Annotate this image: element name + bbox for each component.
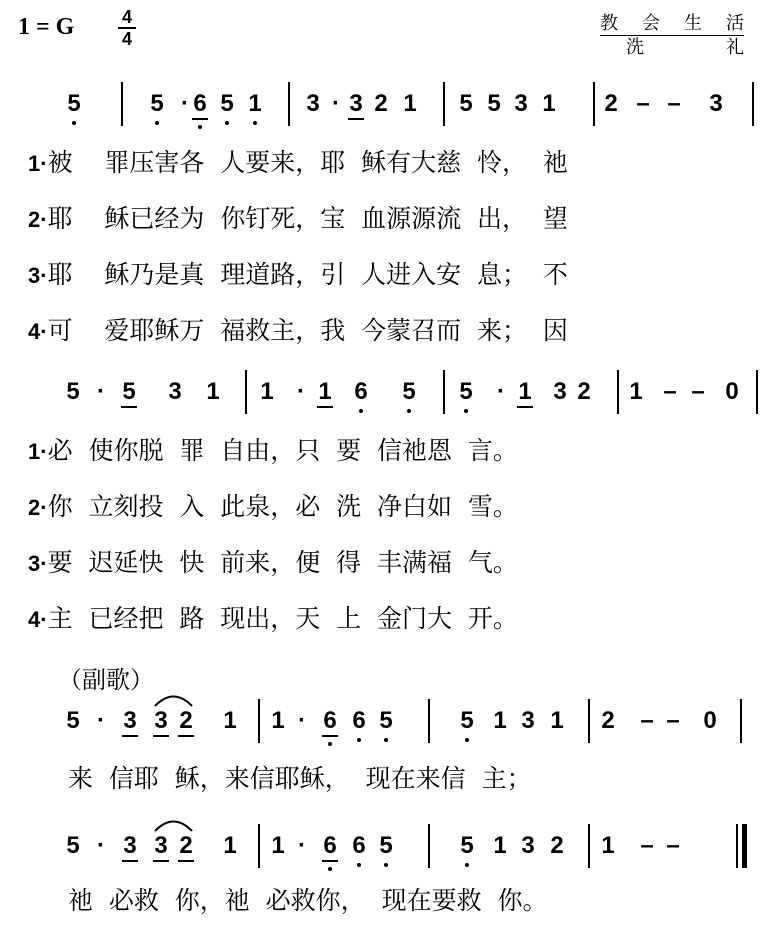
verse-block-b xyxy=(28,436,518,660)
verse-line: 1·被 罪压害各 人要来，耶 稣有大慈 怜， 祂 xyxy=(28,148,568,177)
chorus-lyric-line-2: 祂 必救 你，祂 必救你， 现在要救 你。 xyxy=(68,886,548,915)
source-credit xyxy=(600,12,744,59)
bar-line xyxy=(428,824,430,868)
note: 2 xyxy=(178,707,194,737)
bar-line xyxy=(428,699,430,743)
octave-dot-below xyxy=(407,409,411,413)
rhythm-dot: · xyxy=(181,90,189,117)
note: 1 xyxy=(317,378,333,408)
octave-dot-below xyxy=(198,125,202,129)
note: 3 xyxy=(153,707,169,737)
extension-dash: – xyxy=(666,832,680,859)
note: 5 xyxy=(66,832,80,859)
note: 6 xyxy=(322,832,338,862)
rhythm-dot: · xyxy=(97,832,105,859)
note: 3 xyxy=(306,90,320,117)
extension-dash: – xyxy=(666,707,680,734)
note: 5 xyxy=(379,832,393,859)
verse-line: 2·你 立刻投 入 此泉，必 洗 净白如 雪。 xyxy=(28,492,518,521)
slur-arc xyxy=(153,818,194,832)
verse-line: 3·耶 稣乃是真 理道路，引 人进入安 息； 不 xyxy=(28,260,568,289)
note: 1 xyxy=(493,707,507,734)
note: 1 xyxy=(601,832,615,859)
note: 2 xyxy=(178,832,194,862)
octave-dot-below xyxy=(328,867,332,871)
source-title: 教 会 生 活 xyxy=(600,13,744,34)
note: 3 xyxy=(168,378,182,405)
extension-dash: – xyxy=(667,90,681,117)
note: 0 xyxy=(725,378,739,405)
bar-line xyxy=(588,699,590,743)
note: 5 xyxy=(460,832,474,859)
octave-dot-below xyxy=(253,121,257,125)
note: 3 xyxy=(553,378,567,405)
octave-dot-below xyxy=(465,738,469,742)
octave-dot-below xyxy=(72,121,76,125)
note: 1 xyxy=(248,90,262,117)
rhythm-dot: · xyxy=(97,707,105,734)
note: 2 xyxy=(577,378,591,405)
bar-line xyxy=(756,370,758,414)
note: 1 xyxy=(493,832,507,859)
bar-line xyxy=(588,824,590,868)
note: 6 xyxy=(352,832,366,859)
verse-line: 1·必 使你脱 罪 自由，只 要 信祂恩 言。 xyxy=(28,436,518,465)
octave-dot-below xyxy=(359,409,363,413)
octave-dot-below xyxy=(384,738,388,742)
time-signature-top: 4 xyxy=(121,7,132,27)
note: 5 xyxy=(66,707,80,734)
note: 1 xyxy=(629,378,643,405)
note: 2 xyxy=(374,90,388,117)
note: 6 xyxy=(192,90,208,120)
note: 5 xyxy=(402,378,416,405)
note: 3 xyxy=(153,832,169,862)
rhythm-dot: · xyxy=(97,378,105,405)
note: 3 xyxy=(348,90,364,120)
extension-dash: – xyxy=(691,378,705,405)
verse-line: 4·主 已经把 路 现出，天 上 金门大 开。 xyxy=(28,604,518,633)
key-signature: 1 = G xyxy=(18,14,75,40)
note: 5 xyxy=(460,707,474,734)
bar-line xyxy=(593,82,595,126)
notation-system-2 xyxy=(0,378,774,418)
note: 5 xyxy=(220,90,234,117)
bar-line xyxy=(443,82,445,126)
note: 1 xyxy=(403,90,417,117)
extension-dash: – xyxy=(663,378,677,405)
chorus-lyric-line-1: 来 信耶 稣，来信耶稣， 现在来信 主； xyxy=(68,764,532,793)
note: 1 xyxy=(260,378,274,405)
octave-dot-below xyxy=(155,121,159,125)
note: 5 xyxy=(150,90,164,117)
bar-line xyxy=(443,370,445,414)
bar-line xyxy=(245,370,247,414)
octave-dot-below xyxy=(384,863,388,867)
note: 2 xyxy=(601,707,615,734)
octave-dot-below xyxy=(225,121,229,125)
note: 6 xyxy=(352,707,366,734)
note: 5 xyxy=(487,90,501,117)
note: 1 xyxy=(223,832,237,859)
notation-system-1 xyxy=(0,90,774,130)
notation-system-3 xyxy=(0,707,774,747)
note: 1 xyxy=(542,90,556,117)
extension-dash: – xyxy=(640,832,654,859)
note: 6 xyxy=(322,707,338,737)
verse-line: 3·要 迟延快 快 前来，便 得 丰满福 气。 xyxy=(28,548,518,577)
note: 3 xyxy=(514,90,528,117)
note: 1 xyxy=(550,707,564,734)
note: 3 xyxy=(521,832,535,859)
bar-line xyxy=(258,824,260,868)
note: 1 xyxy=(271,832,285,859)
note: 3 xyxy=(122,707,138,737)
note: 1 xyxy=(271,707,285,734)
note: 3 xyxy=(521,707,535,734)
rhythm-dot: · xyxy=(297,378,305,405)
final-bar-thin xyxy=(736,824,738,868)
note: 2 xyxy=(550,832,564,859)
verse-block-a xyxy=(28,148,568,372)
note: 1 xyxy=(517,378,533,408)
note: 5 xyxy=(379,707,393,734)
octave-dot-below xyxy=(357,738,361,742)
bar-line xyxy=(121,82,123,126)
note: 5 xyxy=(459,90,473,117)
rhythm-dot: · xyxy=(332,90,340,117)
bar-line xyxy=(740,699,742,743)
rhythm-dot: · xyxy=(298,707,306,734)
octave-dot-below xyxy=(465,863,469,867)
rhythm-dot: · xyxy=(497,378,505,405)
bar-line xyxy=(258,699,260,743)
note: 1 xyxy=(206,378,220,405)
extension-dash: – xyxy=(636,90,650,117)
verse-line: 2·耶 稣已经为 你钉死，宝 血源源流 出， 望 xyxy=(28,204,568,233)
note: 1 xyxy=(223,707,237,734)
note: 2 xyxy=(604,90,618,117)
note: 5 xyxy=(459,378,473,405)
extension-dash: – xyxy=(640,707,654,734)
time-signature-bottom: 4 xyxy=(121,29,132,49)
octave-dot-below xyxy=(328,742,332,746)
verse-line: 4·可 爱耶稣万 福救主，我 今蒙召而 来； 因 xyxy=(28,316,568,345)
note: 3 xyxy=(122,832,138,862)
octave-dot-below xyxy=(357,863,361,867)
note: 5 xyxy=(67,90,81,117)
chorus-label: （副歌） xyxy=(58,666,154,694)
bar-line xyxy=(752,82,754,126)
note: 5 xyxy=(121,378,137,408)
note: 6 xyxy=(354,378,368,405)
bar-line xyxy=(288,82,290,126)
slur-arc xyxy=(153,693,194,707)
final-bar-thick xyxy=(742,824,747,868)
bar-line xyxy=(617,370,619,414)
note: 3 xyxy=(709,90,723,117)
note: 5 xyxy=(66,378,80,405)
rhythm-dot: · xyxy=(298,832,306,859)
time-signature xyxy=(116,8,138,48)
author-credit: 洗 礼 xyxy=(626,37,744,58)
notation-system-4 xyxy=(0,832,774,872)
note: 0 xyxy=(703,707,717,734)
octave-dot-below xyxy=(464,409,468,413)
